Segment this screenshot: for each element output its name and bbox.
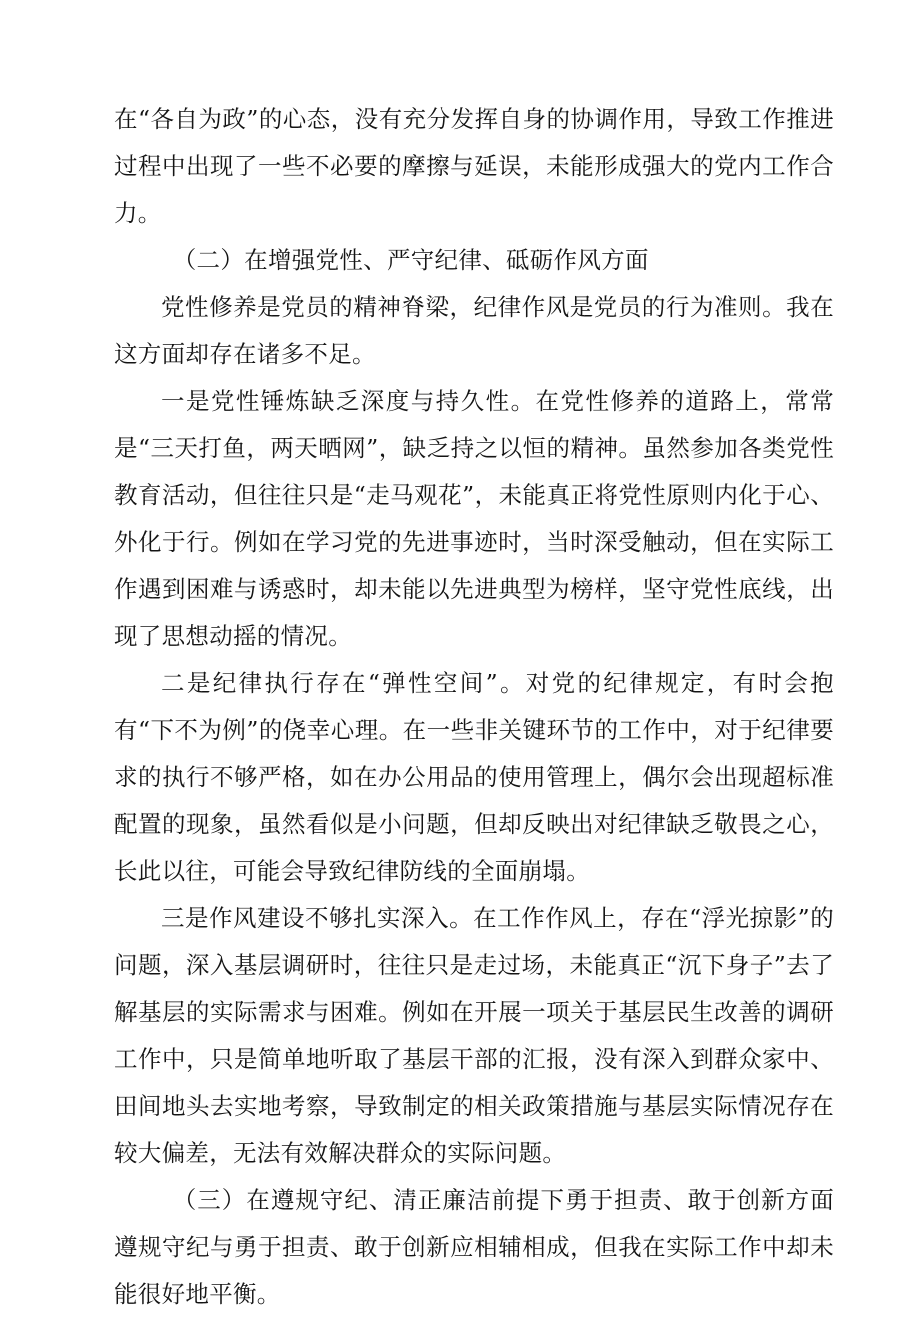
paragraph-point-2: 二是纪律执行存在“弹性空间”。对党的纪律规定，有时会抱有“下不为例”的侥幸心理。在一些非关键环节的工作中，对于纪律要求的执行不够严格，如在办公用品的使用管理上，偶尔会出现超标准配置的现象，虽然看似是小问题，但却反映出对纪律缺乏敬畏之心，长此以往，可能会导致纪律防线的全面崩塌。: [114, 669, 834, 885]
section-heading-2: （二）在增强党性、严守纪律、砥砺作风方面: [172, 246, 649, 274]
section-heading-3: （三）在遵规守纪、清正廉洁前提下勇于担责、敢于创新方面遵规守纪与勇于担责、敢于创新应相辅相成，但我在实际工作中却未能很好地平衡。: [114, 1186, 834, 1308]
document-body: [114, 96, 834, 1318]
paragraph-point-3: 三是作风建设不够扎实深入。在工作作风上，存在“浮光掠影”的问题，深入基层调研时，往往只是走过场，未能真正“沉下身子”去了解基层的实际需求与困难。例如在开展一项关于基层民生改善的调研工作中，只是简单地听取了基层干部的汇报，没有深入到群众家中、田间地头去实地考察，导致制定的相关政策措施与基层实际情况存在较大偏差，无法有效解决群众的实际问题。: [114, 904, 834, 1167]
paragraph-continuation: 在“各自为政”的心态，没有充分发挥自身的协调作用，导致工作推进过程中出现了一些不必要的摩擦与延误，未能形成强大的党内工作合力。: [114, 105, 834, 227]
paragraph-point-1: 一是党性锤炼缺乏深度与持久性。在党性修养的道路上，常常是“三天打鱼，两天晒网”，缺乏持之以恒的精神。虽然参加各类党性教育活动，但往往只是“走马观花”，未能真正将党性原则内化于心、外化于行。例如在学习党的先进事迹时，当时深受触动，但在实际工作遇到困难与诱惑时，却未能以先进典型为榜样，坚守党性底线，出现了思想动摇的情况。: [114, 387, 834, 650]
paragraph-intro: 党性修养是党员的精神脊梁，纪律作风是党员的行为准则。我在这方面却存在诸多不足。: [114, 293, 834, 368]
